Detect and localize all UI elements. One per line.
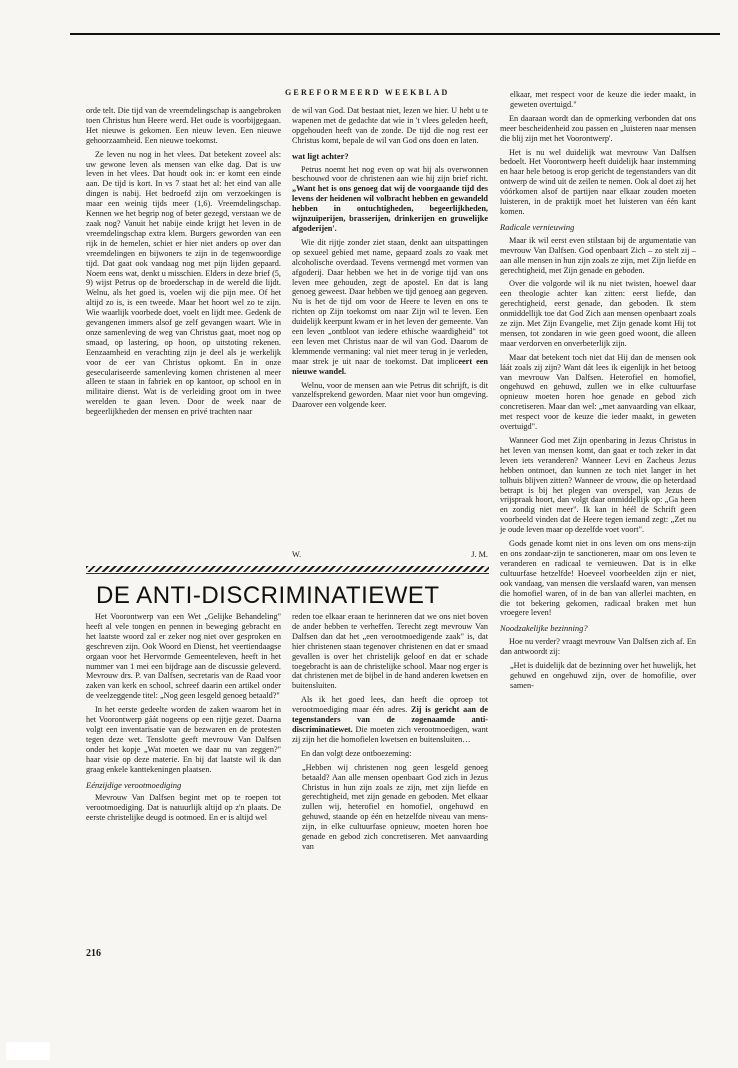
article-title: DE ANTI-DISCRIMINATIEWET [96, 582, 440, 609]
paragraph: Wanneer God met Zijn openbaring in Jezus Christus in het leven van mensen komt, dan gaat er toch zeker in dat leven iets veranderen? Wanneer Levi en Zacheus Jezus hebben ontmoet, dan kunnen ze toch niet langer in het tolhuis blijven zitten? Wanneer de vrouw, die op heterdaad betrapt is bij het plegen van overspel, van Jezus de vrijspraak hoort, dan volgt daar onmiddellijk op: „Ga heen en zondig niet meer". Ik kan in héél de Schrift geen voorbeeld vinden dat de Heere tegen iemand zegt: „Zet nu je oude leven maar op dezelfde voet voort". [500, 436, 696, 535]
section-heading: Noodzakelijke bezinning? [500, 623, 588, 634]
paragraph: reden toe elkaar eraan te herinneren dat we ons niet boven de ander hebben te verheffen. Terecht zegt mevrouw Van Dalfsen dan dat het „een verootmoedigende zaak" is, dat hier christenen staan tegenover christenen en dat er smaad gevallen is over het christelijk geloof en dat er schade toegebracht is aan de christelijke school. Maar nog erger is dat christenen met de bijbel in de hand anderen kwetsen en buitensluiten. [292, 612, 488, 691]
paragraph: Maar dat betekent toch niet dat Hij dan de mensen ook láát zoals zij zijn? Want dát lees ik eigenlijk in het betoog van mevrouw Van Dalfsen. Heterofiel en homofiel, ongehuwd en gehuwd, zullen we in elke cultuurfase opnieuw moeten horen hoe genade en gebod zich concretiseren. Maar dan wel: „met aanvaarding van elkaar, met respect voor de keuze die ieder maakt, in geweten overtuigd". [500, 352, 696, 432]
column-4 [86, 612, 281, 827]
text-run: Petrus noemt het nog even op wat hij als overwonnen beschouwd voor de christenen aan wie hij zijn brief richt. [292, 164, 488, 184]
section-heading: Eénzijdige verootmoediging [86, 779, 182, 790]
running-header: GEREFORMEERD WEEKBLAD [285, 88, 450, 97]
paragraph: de wil van God. Dat bestaat niet, lezen we hier. U hebt u te wapenen met de gedachte dat wie in 't vlees geleden heeft, opgehouden heeft van de zonde. De tijd die nog rest eer Christus komt, bepale de wil van God ons doen en laten. [292, 106, 488, 145]
author-initials: J. M. [471, 550, 488, 559]
column-1 [86, 106, 281, 421]
quote: „Hebben wij christenen nog geen lesgeld genoeg betaald? Aan alle mensen openbaart God zich in Jezus Christus in hun zijn zoals ze zijn, met zijn liefde en gerechtigheid, met zijn genade en geboden. Met elkaar zullen wij, heterofiel en homofiel, ongehuwd en gehuwd, staande op één en hetzelfde niveau van mens-zijn, in elke cultuurfase opnieuw, moeten horen hoe genade en gebod zich concretiseren. Met aanvaarding van [302, 762, 488, 851]
paragraph [292, 238, 488, 377]
section-heading: Radicale vernieuwing [500, 221, 575, 232]
decorative-divider [86, 566, 489, 572]
paragraph: Mevrouw Van Dalfsen begint met op te roepen tot verootmoediging. Dat is natuurlijk altijd op z'n plaats. De eerste christelijke deugd is ootmoed. En er is altijd wel [86, 793, 281, 823]
page-number: 216 [86, 948, 101, 959]
column-2 [292, 106, 488, 414]
quote-continuation: elkaar, met respect voor de keuze die ieder maakt, in geweten overtuigd." [510, 90, 696, 109]
top-rule [70, 33, 720, 35]
paragraph [292, 165, 488, 234]
text-run: Die moeten zich verootmoedigen, want zij zijn het die homofielen kwetsen en buitensluiten… [292, 724, 488, 744]
quote: „Het is duidelijk dat de bezinning over het huwelijk, het gehuwd en ongehuwd zijn, over de homofilie, over samen- [510, 661, 696, 690]
text-run: Wie dit rijtje zonder ziet staan, denkt aan uitspattingen op sexueel gebied met name, gepaard zoals zo vaak met alcoholische overdaad. Tevens vermengd met vormen van afgoderij. Daar hebben we het in de vorige tijd van ons leven mee gehouden, zegt de apostel. En dat is lang genoeg geweest. Daar hebben we tijd genoeg aan gegeven. Nu is het de tijd om voor de Heere te leven en ons te richten op Zijn toekomst om naar Zijn wil te leven. Een duidelijk keerpunt kwam er in het leven der gemeente. Van een leven „ontbloot van iedere ethische waardigheid" tot een leven met Christus naar de wil van God. Daarom de klemmende vermaning: val niet meer terug in je verleden, maar strek je uit naar de toekomst. Dat implic [292, 237, 488, 366]
signoff-left: W. [292, 550, 302, 559]
section-heading: wat ligt achter? [292, 150, 349, 161]
bold-text: eert een nieuwe wandel. [292, 356, 488, 376]
signoff [292, 550, 488, 559]
column-5 [292, 612, 488, 856]
text-run: Als ik het goed lees, dan heeft die oproep tot verootmoediging maar één adres. [292, 695, 488, 715]
paragraph: In het eerste gedeelte worden de zaken waarom het in het Voorontwerp gáát nogeens op een rijtje gezet. Daarna volgt een inventarisatie van de bezwaren en de protesten tegen deze wet. Tenslotte geeft mevrouw Van Dalfsen onder het kopje „Wat moeten we daar nu van zeggen?" haar visie op deze materie. En bij dat laatste wil ik dan graag enkele kanttekeningen plaatsen. [86, 705, 281, 774]
paragraph: Het Voorontwerp van een Wet „Gelijke Behandeling" heeft al vele tongen en pennen in beweging gebracht en het laatste woord zal er zeker nog niet over gesproken en geschreven zijn. Ook Woord en Dienst, het veertiendaagse orgaan voor het Hervormde Gemeenteleven, heeft in het nummer van 1 mei een bijdrage aan de discussie geleverd. Mevrouw drs. P. van Dalfsen, secretaris van de Raad voor zaken van kerk en school, schreef daarin een artikel onder de veelzeggende titel: „Nog geen lesgeld genoeg betaald?" [86, 612, 281, 701]
paragraph: En dan volgt deze ontboezeming: [301, 748, 412, 758]
paragraph: Welnu, voor de mensen aan wie Petrus dit schrijft, is dit vanzelfsprekend geworden. Maar niet voor hun omgeving. Daarover een volgende keer. [292, 380, 488, 410]
column-3 [500, 90, 696, 695]
bold-quote: „Want het is ons genoeg dat wij de voorgaande tijd des levens der heidenen wil volbracht hebben en gewandeld hebben in ontuchtigheden, begeerlijkheden, wijnzuiperijen, brasserijen, drinkerijen en gruwelijke afgoderijen'. [292, 184, 488, 233]
paragraph [292, 695, 488, 745]
paragraph: Hoe nu verder? vraagt mevrouw Van Dalfsen zich af. En dan antwoordt zij: [500, 637, 696, 657]
paragraph: orde telt. Die tijd van de vreemdelingschap is aangebroken toen Christus hun Heere werd. Het oude is voorbijgegaan. Het nieuwe is gekomen. Een nieuw leven. Een nieuwe gehoorzaamheid. Een nieuwe toekomst. [86, 106, 281, 145]
paragraph: Het is nu wel duidelijk wat mevrouw Van Dalfsen bedoelt. Het Voorontwerp heeft duidelijk haar instemming en haar hele betoog is erop gericht de tegenstanders van dit ontwerp de wind uit de zeilen te nemen. Ook al doet zij het vóórkomen alsof de partijen naar elkaar zouden moeten luisteren, in de praktijk moet het luisteren van één kant komen. [500, 147, 696, 216]
paragraph: Ze leven nu nog in het vlees. Dat betekent zoveel als: uw gewone leven als mensen van elke dag. Dat is uw leven in het vlees. Dat houdt ook in: er komt een einde aan. De tijd is kort. In vs 7 staat het al: het eind van alle dingen is nabij. Het bedroefd zijn om verzoekingen is maar een weinig tijds meer (1,6). Vreemdelingschap. Kennen we het begrip nog of beter gezegd, verstaan we de zaak nog? Vanuit het nabije einde krijgt het leven in de vreemdelingschap extra klem. Burgers geworden van een rijk in de hemelen, schiet er hier niet anders op over dan vreemdelingen en bijwoners te zijn in de tegenwoordige tijd. Dat gaat ook vandaag nog met pijn lijden gepaard. Noem eens wat, denkt u misschien. Elders in deze brief (5, 9) wijst Petrus op de broederschap in de wereld die lijdt. Welnu, als het goed is, voelen wij die pijn mee. Of het altijd zo is, is een tweede. Maar het hoort wel zo te zijn. Wie waarlijk voorbede doet, voelt en lijdt mee. Gedenk de gevangenen immers alsof ge zelf gevangen waart. Wie in onze samenleving de weg van Christus gaat, moet nog op smaad, op lastering, op hoon, op uitstoting rekenen. Eenzaamheid en verachting zijn je deel als je werkelijk voor de eer van Christus opkomt. En in onze geseculariseerde samenleving komen christenen al meer alleen te staan in fabriek en op kantoor, op school en in militaire dienst. Wat is de verleiding groot om in twee werelden te gaan leven. Door de week naar de begeerlijkheden der mensen en privé trachten naar [86, 149, 281, 417]
paragraph: Over die volgorde wil ik nu niet twisten, hoewel daar een theologie achter kan zitten: eerst liefde, dan gerechtigheid, eerst genade, dan geboden. Ik stem onmiddellijk toe dat God Zich aan mensen openbaart zoals ze zijn. Met Zijn Evangelie, met Zijn genade komt Hij tot mensen, tot zondaren in wie geen goed woont, die alleen maar verdorven en onverbeterlijk zijn. [500, 279, 696, 348]
scan-corner-mark [6, 1042, 50, 1060]
paragraph: Gods genade komt niet in ons leven om ons mens-zijn en ons zondaar-zijn te sanctioneren, maar om ons leven te veranderen en radicaal te vernieuwen. Dat is in elke cultuurfase hetzelfde! Hoeveel voorbeelden zijn er niet, ook vandaag, van mensen die verslaafd waren, van mensen die homofiel waren, of in de ban van allerlei machten, en die tot bekering gekomen, radicaal braken met hun vroegere leven! [500, 539, 696, 618]
bold-text: Zij is gericht aan de tegenstanders van de zogenaamde anti-discriminatiewet. [292, 705, 488, 734]
paragraph: En daaraan wordt dan de opmerking verbonden dat ons meer bescheidenheid zou passen en „luisteren naar mensen die blij zijn met het Voorontwerp'. [500, 113, 696, 143]
paragraph: Maar ik wil eerst even stilstaan bij de argumentatie van mevrouw Van Dalfsen. God openbaart Zich – zo stelt zij – aan alle mensen in hun zijn zoals ze zijn, met Zijn liefde en gerechtigheid, met Zijn genade en geboden. [500, 235, 696, 275]
